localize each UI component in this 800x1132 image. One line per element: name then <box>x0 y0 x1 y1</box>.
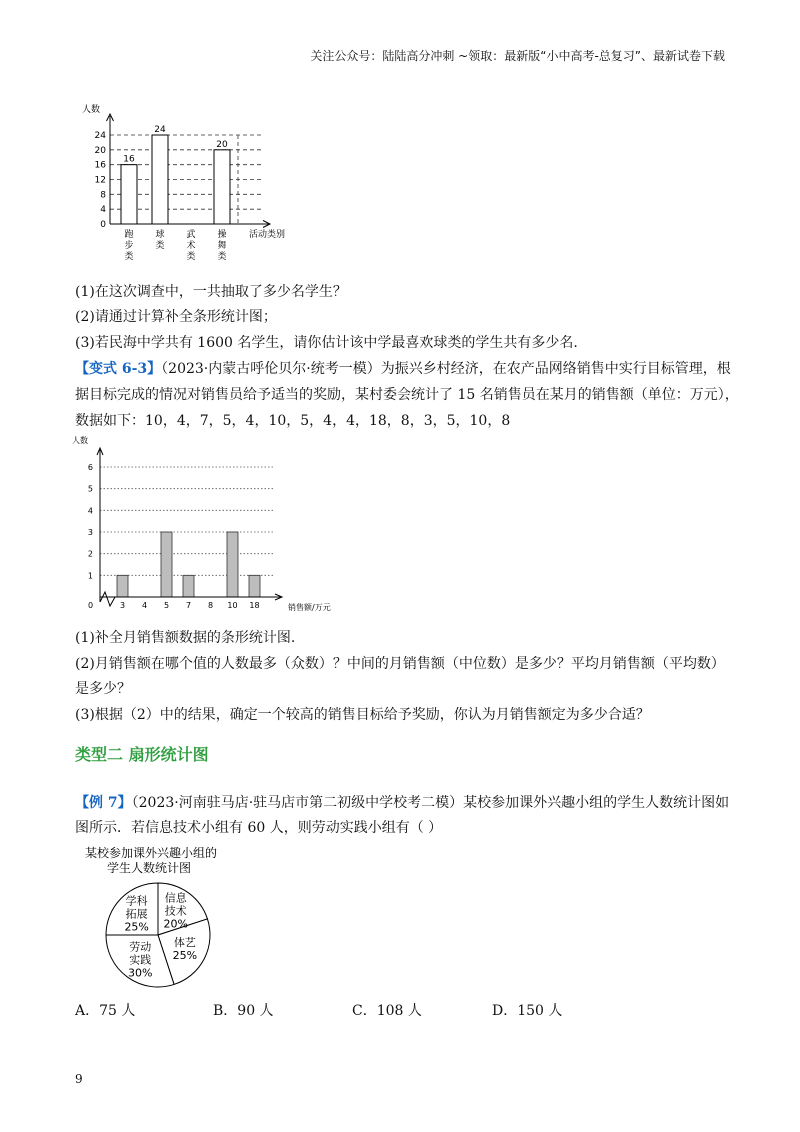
chart2-bar <box>227 532 238 597</box>
chart1-ylabel: 人数 <box>82 105 101 115</box>
example-line-2: 图所示．若信息技术小组有 60 人，则劳动实践小组有（ ） <box>75 820 443 836</box>
chart2-bar <box>249 575 260 597</box>
pie-percent-label: 30% <box>128 966 153 980</box>
chart2-bar <box>117 575 128 597</box>
chart1-ytick-label: 8 <box>100 190 106 201</box>
chart2-category-label: 18 <box>249 601 260 610</box>
q1-line-2: (2)请通过计算补全条形统计图； <box>75 309 277 325</box>
chart1-ytick-label: 4 <box>100 205 106 216</box>
chart2-ytick-label: 5 <box>87 484 93 494</box>
chart1-category-label: 操 <box>217 230 227 240</box>
q2-line-1: (1)补全月销售额数据的条形统计图. <box>75 630 296 646</box>
section-title: 类型二 扇形统计图 <box>75 745 209 764</box>
q1-line-3: (3)若民海中学共有 1600 名学生，请你估计该中学最喜欢球类的学生共有多少名. <box>75 335 578 351</box>
pie-title-1: 某校参加课外兴趣小组的 <box>85 846 218 860</box>
choice-a[interactable]: A．75 人 <box>75 1003 136 1019</box>
pie-slice-label: 拓展 <box>125 907 148 921</box>
chart1-bar <box>214 150 230 224</box>
chart1-category-label: 跑 <box>124 230 134 240</box>
chart1-ytick-label: 12 <box>94 175 106 186</box>
chart2-bar <box>161 532 172 597</box>
chart2-category-label: 8 <box>207 601 214 610</box>
chart2-axis-break <box>100 592 115 606</box>
chart2-bar <box>183 575 194 597</box>
chart1-category-label: 术 <box>186 241 196 251</box>
pie-slice-label: 技术 <box>164 904 187 918</box>
choice-b[interactable]: B．90 人 <box>213 1003 274 1019</box>
choice-d[interactable]: D．150 人 <box>492 1003 563 1019</box>
chart2-ytick-label: 2 <box>87 549 93 559</box>
chart2-ylabel: 人数 <box>72 436 88 445</box>
choice-c[interactable]: C．108 人 <box>352 1003 422 1019</box>
example-tag: 【例 7】 <box>75 795 132 811</box>
chart1-category-label: 类 <box>124 252 134 262</box>
q2-line-2: (2)月销售额在哪个值的人数最多（众数）？中间的月销售额（中位数）是多少？平均月销售额（平均数） <box>75 656 725 672</box>
q2-line-4: (3)根据（2）中的结果，确定一个较高的销售目标给予奖励，你认为月销售额定为多少合适？ <box>75 707 650 723</box>
chart1-data-label: 24 <box>154 125 166 135</box>
chart1-ytick-label: 0 <box>100 220 106 230</box>
variant-tag: 【变式 6-3】 <box>75 361 162 377</box>
chart2-category-label: 7 <box>185 601 192 610</box>
pie-percent-label: 25% <box>124 920 149 934</box>
variant-line-3: 数据如下：10，4，7，5，4，10，5，4，4，18，8，3，5，10，8 <box>75 413 511 429</box>
q2-line-3: 是多少？ <box>75 681 131 697</box>
chart1-ytick-label: 20 <box>94 145 106 156</box>
chart2-origin-label: 0 <box>88 601 94 610</box>
chart2-ytick-label: 3 <box>87 528 93 537</box>
chart1-bar <box>152 135 168 224</box>
page-number: 9 <box>75 1072 83 1086</box>
pie-slice-label: 信息 <box>164 891 187 905</box>
chart1-category-label: 类 <box>217 252 227 262</box>
chart2-category-label: 3 <box>119 601 126 610</box>
variant-line-2: 据目标完成的情况对销售员给予适当的奖励，某村委会统计了 15 名销售员在某月的销售额（单位：万元）， <box>75 387 739 403</box>
pie-slice-label: 实践 <box>129 953 152 967</box>
chart1-data-label: 20 <box>216 139 228 150</box>
pie-slice-label: 学科 <box>125 894 148 908</box>
chart1-bar <box>121 165 137 224</box>
sales-bar-chart <box>72 432 372 617</box>
chart1-category-label: 类 <box>155 241 165 251</box>
activity-bar-chart <box>70 100 310 272</box>
chart1-category-label: 球 <box>155 230 165 240</box>
chart2-ytick-label: 1 <box>87 571 93 581</box>
pie-slice-label: 体艺 <box>173 936 196 950</box>
chart1-xlabel: 活动类别 <box>249 230 286 240</box>
pie-slice-label: 劳动 <box>129 940 152 954</box>
example-line-1 <box>75 792 729 812</box>
q1-line-1: (1)在这次调查中，一共抽取了多少名学生？ <box>75 284 347 300</box>
variant-text-1: （2023·内蒙古呼伦贝尔·统考一模）为振兴乡村经济，在农产品网络销售中实行目标管理，根 <box>161 361 731 377</box>
page-header: 关注公众号：陆陆高分冲刺 ~领取：最新版“小中高考-总复习”、最新试卷下载 <box>310 49 725 63</box>
chart1-category-label: 舞 <box>217 241 227 251</box>
chart1-category-label: 武 <box>186 230 196 240</box>
chart2-category-label: 5 <box>163 601 170 610</box>
chart2-category-label: 4 <box>141 601 148 610</box>
chart2-ytick-label: 6 <box>87 463 93 472</box>
pie-percent-label: 25% <box>172 949 198 963</box>
variant-line-1 <box>75 358 731 378</box>
chart1-ytick-label: 16 <box>94 160 106 171</box>
chart2-category-label: 10 <box>227 601 238 610</box>
chart1-category-label: 类 <box>186 252 196 262</box>
interest-group-pie-chart <box>70 843 250 988</box>
pie-title-2: 学生人数统计图 <box>107 861 192 875</box>
chart2-xlabel: 销售额/万元 <box>288 603 331 612</box>
chart1-data-label: 16 <box>123 154 135 165</box>
chart1-category-label: 步 <box>124 241 134 251</box>
chart1-ytick-label: 24 <box>94 131 106 141</box>
example-text-1: （2023·河南驻马店·驻马店市第二初级中学校考二模）某校参加课外兴趣小组的学生人数统计图如 <box>131 795 730 811</box>
pie-percent-label: 20% <box>163 917 188 931</box>
chart2-ytick-label: 4 <box>87 506 93 516</box>
